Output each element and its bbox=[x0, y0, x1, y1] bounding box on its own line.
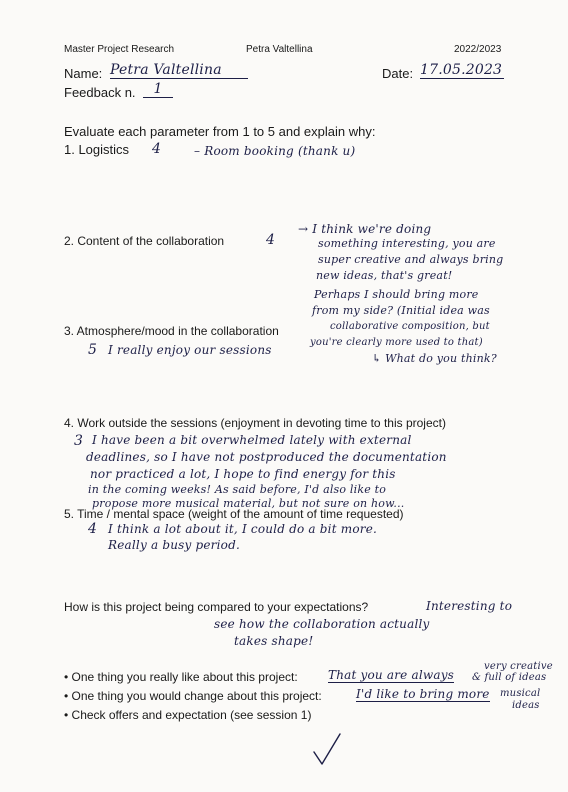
author-name: Petra Valtellina bbox=[246, 44, 313, 55]
change-answer: I'd like to bring more bbox=[356, 687, 490, 701]
param-logistics-comment: – Room booking (thank u) bbox=[194, 144, 356, 158]
expectations-answer-3: takes shape! bbox=[234, 634, 314, 648]
check-mark-icon bbox=[312, 732, 342, 768]
param-logistics-label: 1. Logistics bbox=[64, 142, 130, 157]
param-work-comment-5: propose more musical material, but not sure on how... bbox=[92, 497, 405, 510]
param-content-comment-5: Perhaps I should bring more bbox=[314, 288, 479, 301]
param-work-comment-4: in the coming weeks! As said before, I'd also like to bbox=[88, 483, 387, 496]
expectations-question: How is this project being compared to your expectations? bbox=[64, 600, 369, 614]
feedback-number: 1 bbox=[143, 81, 173, 98]
param-atmosphere-label: 3. Atmosphere/mood in the collaboration bbox=[64, 324, 279, 338]
param-content-comment-3: super creative and always bring bbox=[318, 253, 504, 266]
change-answer-extra-1: musical bbox=[500, 688, 541, 699]
param-content-comment-1: → I think we're doing bbox=[298, 222, 432, 236]
param-time-label: 5. Time / mental space (weight of the amount of time requested) bbox=[64, 507, 404, 521]
course-title: Master Project Research bbox=[64, 44, 175, 55]
param-content-score: 4 bbox=[266, 232, 276, 248]
param-atmosphere-comment: I really enjoy our sessions bbox=[108, 343, 272, 357]
name-value: Petra Valtellina bbox=[110, 62, 248, 79]
feedback-label: Feedback n. bbox=[64, 85, 136, 100]
param-work-label: 4. Work outside the sessions (enjoyment in devoting time to this project) bbox=[64, 416, 446, 430]
param-content-comment-8: you're clearly more used to that) bbox=[310, 337, 483, 348]
param-content-comment-2: something interesting, you are bbox=[318, 237, 496, 250]
expectations-answer-2: see how the collaboration actually bbox=[214, 617, 430, 631]
date-label: Date: bbox=[382, 66, 414, 81]
check-offers-item: • Check offers and expectation (see session 1) bbox=[64, 708, 312, 722]
param-content-comment-6: from my side? (Initial idea was bbox=[312, 304, 490, 317]
param-work-comment-2: deadlines, so I have not postproduced the documentation bbox=[86, 450, 447, 464]
change-question: • One thing you would change about this project: bbox=[64, 689, 322, 703]
param-logistics-score: 4 bbox=[152, 141, 162, 157]
name-label: Name: bbox=[64, 66, 103, 81]
expectations-answer-1: Interesting to bbox=[426, 599, 513, 613]
like-answer-extra-1: very creative bbox=[484, 661, 553, 672]
param-work-comment-3: nor practiced a lot, I hope to find energy for this bbox=[90, 467, 396, 481]
param-content-label: 2. Content of the collaboration bbox=[64, 234, 225, 248]
param-time-score: 4 bbox=[88, 521, 98, 537]
like-question: • One thing you really like about this project: bbox=[64, 670, 298, 684]
param-time-comment-2: Really a busy period. bbox=[108, 538, 240, 552]
param-content-comment-9: ↳ What do you think? bbox=[372, 352, 497, 365]
param-work-comment-1: I have been a bit overwhelmed lately with external bbox=[92, 433, 412, 447]
instruction-text: Evaluate each parameter from 1 to 5 and explain why: bbox=[64, 124, 376, 139]
param-work-score: 3 bbox=[74, 433, 84, 449]
change-answer-extra-2: ideas bbox=[512, 700, 540, 711]
like-answer: That you are always bbox=[328, 668, 455, 682]
param-time-comment-1: I think a lot about it, I could do a bit more. bbox=[108, 522, 378, 536]
param-content-comment-7: collaborative composition, but bbox=[330, 321, 490, 332]
academic-year: 2022/2023 bbox=[454, 44, 502, 55]
date-value: 17.05.2023 bbox=[420, 62, 503, 78]
param-atmosphere-score: 5 bbox=[88, 342, 98, 358]
param-content-comment-4: new ideas, that's great! bbox=[316, 269, 453, 282]
like-answer-extra-2: & full of ideas bbox=[472, 672, 547, 683]
